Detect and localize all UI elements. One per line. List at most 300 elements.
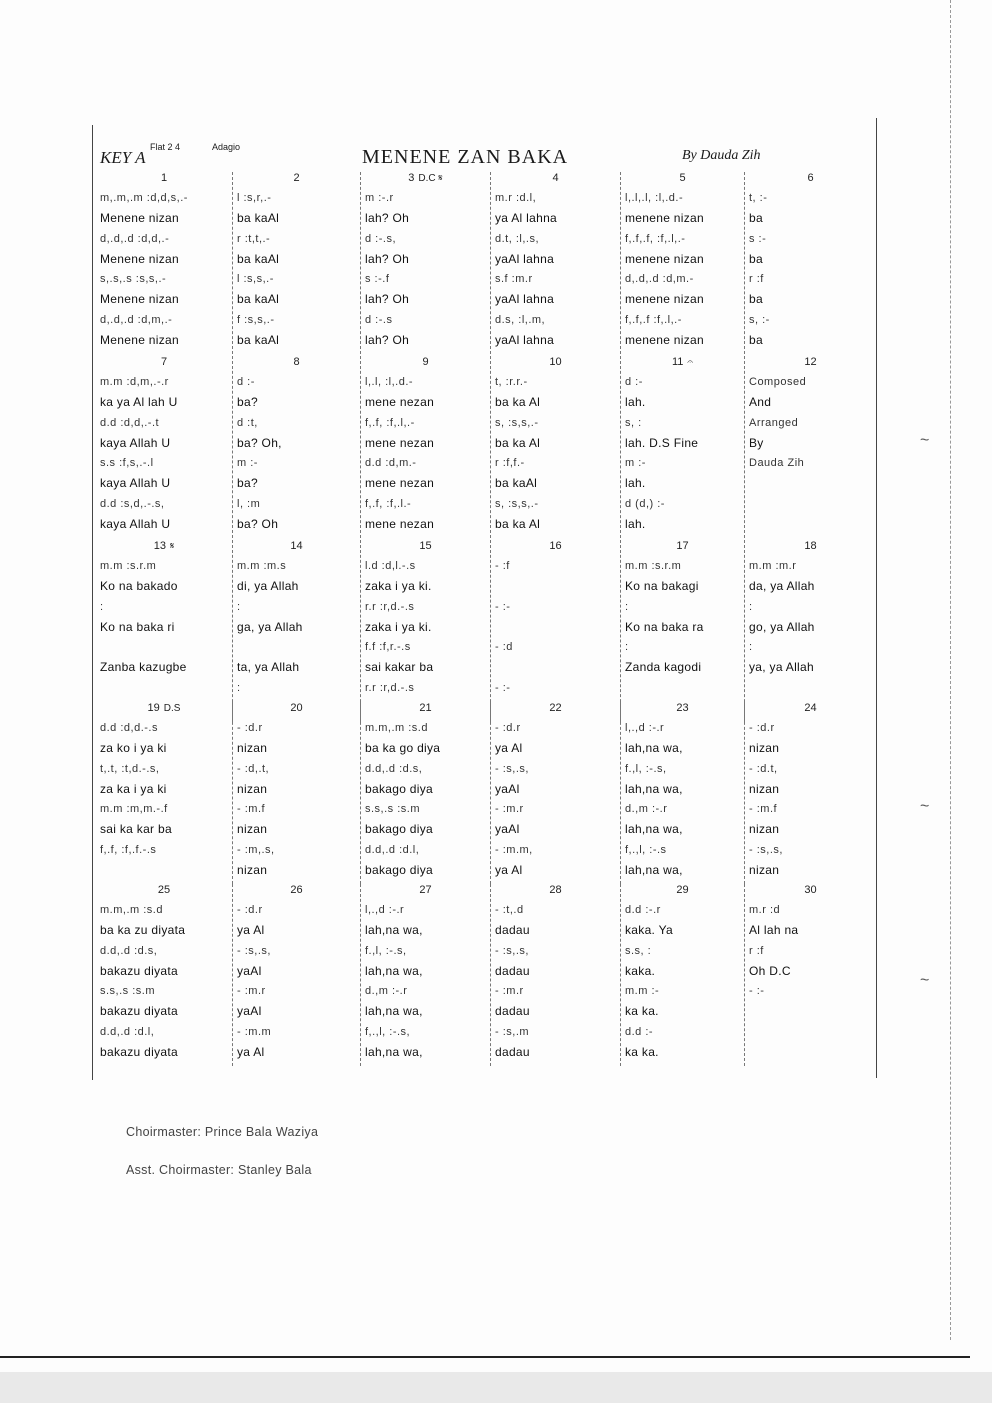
solfa-line: s.s :f,s,.-.l (100, 457, 154, 470)
measure-number-label: 8 (293, 356, 300, 368)
solfa-line: l, :m (237, 497, 261, 510)
lyric-line: yaAl lahna (495, 333, 555, 348)
lyric-line: ba ka Al (495, 435, 541, 450)
measure-lines (365, 556, 488, 718)
measure-lines (625, 372, 742, 534)
solfa-line: - :m.m, (495, 843, 533, 856)
lyric-line: Oh D.C (749, 963, 791, 978)
measure-number-label: 27 (419, 884, 432, 896)
measure-lines (100, 188, 230, 350)
solfa-line: Arranged (749, 416, 799, 429)
lyric-line: lah,na wa, (365, 1004, 423, 1019)
solfa-line: f,.,l, :-.s (625, 843, 667, 856)
solfa-line: - :m.f (749, 803, 778, 816)
solfa-line: d :-.s (365, 313, 393, 326)
scan-bottom-edge (0, 1356, 970, 1358)
lyric-line: nizan (749, 781, 780, 796)
lyric-line: ba (749, 292, 763, 307)
measure (232, 540, 360, 722)
lyric-line: kaya Allah U (100, 435, 171, 450)
measure (96, 884, 232, 1066)
lyric-line: bakazu diyata (100, 1004, 178, 1019)
score-system (96, 702, 876, 884)
measure (620, 356, 744, 538)
solfa-line: s :- (749, 232, 767, 245)
measure-number (96, 540, 232, 552)
lyric-line: lah. (625, 476, 646, 491)
measure (96, 540, 232, 722)
solfa-line: l,.,d :-.r (625, 722, 665, 734)
lyric-line: Ko na baka ra (625, 619, 704, 634)
lyric-line: ba kaAl (237, 292, 280, 307)
solfa-line: - :t,.d (495, 904, 524, 916)
lyric-line: bakago diya (365, 781, 434, 796)
solfa-line: d :- (237, 376, 255, 388)
lyric-line: ya Al lahna (495, 211, 558, 226)
lyric-line: za ko i ya ki (100, 741, 167, 756)
solfa-line: m.m :m.r (749, 560, 797, 572)
measure-lines (749, 718, 874, 880)
measure-number (745, 540, 876, 552)
lyric-line: ya, ya Allah (749, 660, 814, 675)
measure (232, 172, 360, 354)
measure (490, 356, 620, 538)
measure-number (491, 884, 620, 896)
solfa-line: d.d,.d :d.s, (100, 944, 158, 957)
score-system (96, 540, 876, 722)
solfa-line: l :s,s,.- (237, 273, 274, 286)
solfa-line: d.,m :-.r (625, 803, 668, 816)
solfa-line: m.m :d,m,.-.r (100, 376, 169, 388)
measure (360, 172, 490, 354)
lyric-line: dadau (495, 963, 530, 978)
measure-lines (625, 718, 742, 880)
measure-lines (237, 718, 358, 880)
solfa-line: - :m.m (237, 1025, 272, 1038)
lyric-line: ba ka go diya (365, 741, 441, 756)
margin-mark: ~ (920, 432, 930, 449)
measure-number (621, 172, 744, 184)
measure-number (361, 540, 490, 552)
solfa-line: - :d.r (237, 722, 263, 734)
measure (490, 702, 620, 884)
measure-number-label: 5 (679, 172, 686, 184)
lyric-line: By (749, 435, 764, 450)
lyric-line: bakago diya (365, 822, 434, 837)
solfa-line: d.t, :l,.s, (495, 232, 540, 245)
measure (96, 356, 232, 538)
lyric-line: Ko na bakado (100, 579, 178, 594)
measure (490, 172, 620, 354)
measure (620, 884, 744, 1066)
lyric-line: dadau (495, 1045, 530, 1060)
solfa-line: - :s,.s, (495, 944, 529, 957)
lyric-line (749, 1001, 874, 1021)
lyric-line: lah,na wa, (625, 863, 683, 878)
lyric-line (100, 860, 230, 880)
lyric-line: ga, ya Allah (237, 619, 303, 634)
solfa-line: r :f (749, 273, 764, 286)
lyric-line: ba kaAl (237, 333, 280, 348)
margin-mark: ~ (920, 972, 930, 989)
measure-number-label: 6 (807, 172, 814, 184)
measure (490, 884, 620, 1066)
solfa-line: d.d,.d :d.l, (100, 1025, 155, 1038)
solfa-line: l,.l, :l,.d.- (365, 376, 414, 388)
measure (490, 540, 620, 722)
solfa-line: m.m,.m :s.d (100, 904, 163, 916)
lyric-line (495, 576, 618, 596)
measure (360, 702, 490, 884)
solfa-line: s, : (625, 416, 642, 429)
measure (620, 172, 744, 354)
lyric-line: Zanba kazugbe (100, 660, 187, 675)
solfa-line: s.s, : (625, 944, 652, 957)
key-signature: KEY A (100, 148, 146, 167)
measure (744, 356, 876, 538)
measure-lines (749, 556, 874, 718)
solfa-line: - :s,.s, (749, 843, 783, 856)
asst-choirmaster-credit: Asst. Choirmaster: Stanley Bala (126, 1163, 312, 1177)
measure-lines (495, 188, 618, 350)
measure-number-label: 16 (549, 540, 562, 552)
lyric-line: lah,na wa, (365, 963, 423, 978)
lyric-line: ka ka. (625, 1045, 659, 1060)
page-left-rule (92, 125, 94, 1080)
solfa-line (625, 678, 742, 698)
measure-number (361, 356, 490, 368)
solfa-line: : (625, 600, 629, 613)
lyric-line: ba ka zu diyata (100, 923, 186, 938)
measure-number (491, 702, 620, 714)
measure (360, 884, 490, 1066)
measure (744, 702, 876, 884)
lyric-line: yaAl (495, 781, 520, 796)
lyric-line: yaAl lahna (495, 292, 555, 307)
lyric-line: lah? Oh (365, 333, 410, 348)
lyric-line: nizan (749, 863, 780, 878)
tempo-marking: Adagio (212, 142, 241, 152)
solfa-line: - :d.r (237, 904, 263, 916)
measure-lines (749, 900, 874, 1062)
lyric-line: kaya Allah U (100, 476, 171, 491)
measure-number (621, 884, 744, 896)
measure-number (361, 172, 490, 184)
measure-lines (237, 188, 358, 350)
solfa-line: f,.f, :f,.l.- (365, 497, 412, 510)
solfa-line: d,.d,.d :d,m.- (625, 273, 694, 286)
solfa-line: r.r :r,d.-.s (365, 600, 415, 613)
solfa-line: m :-.r (365, 192, 394, 204)
measure-lines (625, 188, 742, 350)
solfa-line (749, 494, 874, 514)
measure-number-label: 23 (676, 702, 689, 714)
measure-number-label: 29 (676, 884, 689, 896)
solfa-line: d.,m :-.r (365, 985, 408, 998)
lyric-line: lah,na wa, (625, 822, 683, 837)
solfa-line: d.d :d,d.-.s (100, 722, 158, 734)
lyric-line: go, ya Allah (749, 619, 815, 634)
measure-number-label: 10 (549, 356, 562, 368)
measure-lines (365, 900, 488, 1062)
lyric-line: nizan (749, 822, 780, 837)
solfa-line: d,.d,.d :d,d,.- (100, 232, 170, 245)
lyric-line: nizan (237, 741, 268, 756)
solfa-line: l,.l,.l, :l,.d.- (625, 192, 684, 204)
lyric-line: menene nizan (625, 211, 704, 226)
lyric-line: ta, ya Allah (237, 660, 300, 675)
measure-lines (365, 372, 488, 534)
measure (360, 356, 490, 538)
measure-number-label: 2 (293, 172, 300, 184)
measure-number (745, 356, 876, 368)
measure-number (491, 172, 620, 184)
solfa-line: m :- (237, 457, 258, 470)
solfa-line: s.f :m.r (495, 273, 533, 286)
measure-number-label: 12 (804, 356, 817, 368)
solfa-line: f :s,s,.- (237, 313, 275, 326)
measure-number-label: 24 (804, 702, 817, 714)
lyric-line: lah? Oh (365, 211, 410, 226)
lyric-line: ba (749, 333, 763, 348)
measure (232, 702, 360, 884)
measure-lines (237, 372, 358, 534)
solfa-line: - :s,.m (495, 1025, 530, 1038)
measure-lines (100, 372, 230, 534)
lyric-line: yaAl (237, 1004, 262, 1019)
solfa-line: - :f (495, 560, 510, 572)
measure-lines (237, 556, 358, 718)
solfa-line: t,.t, :t,d.-.s, (100, 762, 160, 775)
measure-number-label: 17 (676, 540, 689, 552)
measure-number-label: 4 (552, 172, 559, 184)
lyric-line (749, 1042, 874, 1062)
solfa-line: - :m.f (237, 803, 266, 816)
solfa-line: d :- (625, 376, 643, 388)
solfa-line: - :m.r (495, 985, 524, 998)
solfa-line: : (237, 600, 241, 613)
lyric-line: Ko na bakagi (625, 579, 699, 594)
measure-number-label: 21 (419, 702, 432, 714)
solfa-line: m.r :d.l, (495, 192, 537, 204)
solfa-line: l,.,d :-.r (365, 904, 405, 916)
lyric-line: ba? (237, 395, 258, 410)
solfa-line: m.m :s.r.m (100, 560, 157, 572)
solfa-line: r :f (749, 944, 764, 957)
measure-number-label: 11 (672, 356, 684, 368)
lyric-line (749, 473, 874, 493)
measure-lines (625, 900, 742, 1062)
lyric-line: lah,na wa, (625, 781, 683, 796)
lyric-line: sai ka kar ba (100, 822, 172, 837)
solfa-line: f.f :f,r.-.s (365, 641, 411, 654)
measure-lines (365, 718, 488, 880)
solfa-line: d :-.s, (365, 232, 397, 245)
solfa-line: : (749, 600, 753, 613)
measure-number-label: 28 (549, 884, 562, 896)
measure-number (233, 172, 360, 184)
measure-number (491, 356, 620, 368)
lyric-line: kaya Allah U (100, 517, 171, 532)
measure-lines (100, 556, 230, 718)
measure-number-label: 20 (290, 702, 303, 714)
solfa-line: - :- (495, 600, 511, 613)
measure (620, 540, 744, 722)
measure (360, 540, 490, 722)
solfa-line: - :d.t, (749, 762, 778, 775)
measure-number (361, 884, 490, 896)
lyric-line: lah. D.S Fine (625, 435, 699, 450)
lyric-line: And (749, 395, 772, 410)
score-system (96, 356, 876, 538)
lyric-line (495, 657, 618, 677)
lyric-line: yaAl (495, 822, 520, 837)
measure-lines (749, 372, 874, 534)
solfa-line: r.r :r,d.-.s (365, 681, 415, 694)
score-header (100, 140, 870, 172)
lyric-line: da, ya Allah (749, 579, 815, 594)
choirmaster-credit: Choirmaster: Prince Bala Waziya (126, 1125, 319, 1139)
measure-number-label: 25 (157, 884, 171, 896)
measure-lines (100, 900, 230, 1062)
measure-lines (495, 556, 618, 718)
score-system (96, 172, 876, 354)
lyric-line: bakazu diyata (100, 1045, 178, 1060)
lyric-line: nizan (237, 781, 268, 796)
lyric-line: ka ya Al lah U (100, 395, 178, 410)
lyric-line: ba kaAl (495, 476, 538, 491)
measure-lines (495, 900, 618, 1062)
solfa-line: Dauda Zih (749, 457, 805, 470)
lyric-line: lah. (625, 395, 646, 410)
solfa-line: - :d (495, 641, 513, 654)
measure-number (745, 702, 876, 714)
solfa-line: r :t,t,.- (237, 232, 271, 245)
solfa-line: m :- (625, 457, 646, 470)
lyric-line: ba (749, 211, 763, 226)
solfa-line: - :d,.t, (237, 762, 270, 775)
solfa-line: s :-.f (365, 273, 390, 286)
lyric-line: za ka i ya ki (100, 781, 167, 796)
solfa-line: t, :r.r.- (495, 376, 528, 388)
solfa-line: - :d.r (495, 722, 521, 734)
lyric-line: Menene nizan (100, 333, 179, 348)
solfa-line: l.d :d,l.-.s (365, 560, 416, 572)
measure-number (233, 540, 360, 552)
measure-number-label: 19 (147, 702, 160, 714)
measure-number-label: 3 (408, 172, 415, 184)
solfa-line: d.d :- (625, 1025, 654, 1038)
lyric-line: ya Al (495, 741, 523, 756)
page-right-rule (876, 118, 878, 1078)
solfa-line: d.d :d,d,.-.t (100, 416, 160, 429)
measure-number (361, 702, 490, 714)
solfa-line: f,.,l, :-.s, (365, 1025, 411, 1038)
navigation-mark: D.C 𝄋 (418, 173, 443, 184)
measure-number (621, 540, 744, 552)
solfa-line: f.,l, :-.s, (365, 944, 407, 957)
measure-number (621, 702, 744, 714)
solfa-line: d,.d,.d :d,m,.- (100, 313, 173, 326)
lyric-line: nizan (237, 863, 268, 878)
solfa-line: - :m.r (495, 803, 524, 816)
lyric-line: mene nezan (365, 476, 435, 491)
measure-number (745, 172, 876, 184)
lyric-line: ba kaAl (237, 251, 280, 266)
lyric-line: yaAl (237, 963, 262, 978)
solfa-line: f,.f,.f :f,.l,.- (625, 313, 682, 326)
lyric-line: Menene nizan (100, 211, 179, 226)
lyric-line: ba? Oh, (237, 435, 282, 450)
solfa-line: d.d :d,m.- (365, 457, 417, 470)
measure-number-label: 18 (804, 540, 817, 552)
lyric-line: menene nizan (625, 292, 704, 307)
solfa-line: : (100, 600, 104, 613)
score-system (96, 884, 876, 1066)
lyric-line: sai kakar ba (365, 660, 434, 675)
solfa-line: - :m,.s, (237, 843, 275, 856)
lyric-line: ba? (237, 476, 258, 491)
measure-lines (237, 900, 358, 1062)
solfa-line: f.,l, :-.s, (625, 762, 667, 775)
lyric-line (495, 617, 618, 637)
solfa-line: : (625, 641, 629, 654)
measure-number (233, 356, 360, 368)
solfa-line: m.m :s.r.m (625, 560, 682, 572)
measure-number (233, 884, 360, 896)
solfa-line: - :d.r (749, 722, 775, 734)
lyric-line: Menene nizan (100, 251, 179, 266)
solfa-line: - :- (749, 985, 765, 998)
lyric-line: ba ka Al (495, 395, 541, 410)
solfa-line: d.d :-.r (625, 904, 661, 916)
lyric-line: kaka. Ya (625, 923, 673, 938)
solfa-line: s, :- (749, 313, 770, 326)
measure-number-label: 13 (153, 540, 166, 552)
composer-credit: By Dauda Zih (682, 148, 761, 163)
measure-number (96, 172, 232, 184)
measure (744, 172, 876, 354)
solfa-line (100, 678, 230, 698)
measure-number (491, 540, 620, 552)
measure (232, 356, 360, 538)
measure (744, 884, 876, 1066)
solfa-line: s.s,.s :s.m (365, 803, 420, 816)
measure-lines (625, 556, 742, 718)
measure-number-label: 1 (160, 172, 168, 184)
navigation-mark: 𝄐 (687, 357, 693, 368)
measure-number-label: 14 (290, 540, 303, 552)
measure (96, 172, 232, 354)
solfa-line: d.d,.d :d.l, (365, 843, 420, 856)
solfa-line: f,.f,.f, :f,.l,.- (625, 232, 686, 245)
solfa-line (100, 637, 230, 657)
solfa-line: m.m :m,m.-.f (100, 803, 168, 816)
lyric-line: mene nezan (365, 395, 435, 410)
solfa-line: m.m :m.s (237, 560, 287, 572)
lyric-line: bakago diya (365, 863, 434, 878)
measure-number (96, 884, 232, 896)
lyric-line: bakazu diyata (100, 963, 178, 978)
solfa-line: t, :- (749, 192, 768, 204)
lyric-line: ba kaAl (237, 211, 280, 226)
measure (232, 884, 360, 1066)
measure-lines (495, 718, 618, 880)
lyric-line: nizan (749, 741, 780, 756)
scan-edge (950, 0, 951, 1340)
solfa-line: f,.f, :f,.f.-.s (100, 843, 157, 856)
solfa-line: Composed (749, 376, 807, 388)
